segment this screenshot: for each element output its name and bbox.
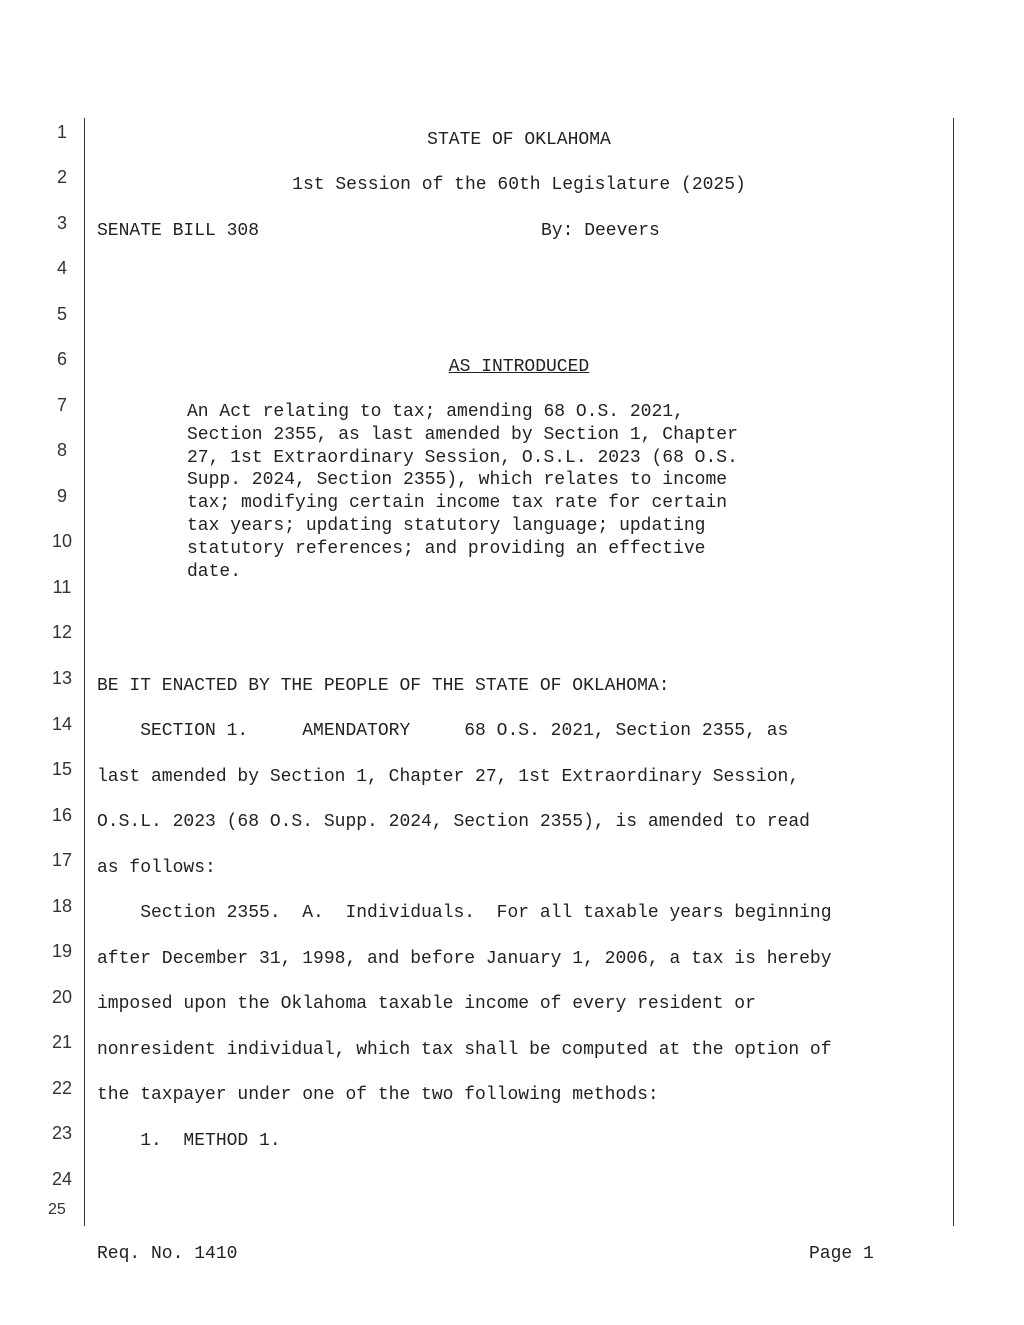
body-line: last amended by Section 1, Chapter 27, 1st Extraordinary Session, [97, 767, 800, 787]
line-number: 18 [51, 896, 73, 916]
line-number: 24 [51, 1169, 73, 1189]
body-line: after December 31, 1998, and before January 1, 2006, a tax is hereby [97, 949, 832, 969]
body-line: 1. METHOD 1. [97, 1131, 281, 1151]
line-number: 5 [56, 304, 67, 324]
title-line: Supp. 2024, Section 2355), which relates to income [187, 470, 728, 491]
body-line: Section 2355. A. Individuals. For all taxable years beginning [97, 903, 832, 923]
title-line: statutory references; and providing an effective [187, 538, 706, 559]
line-number: 14 [51, 714, 73, 734]
bill-author: By: Deevers [541, 221, 660, 241]
line-number: 17 [51, 850, 73, 870]
line-number: 3 [56, 213, 67, 233]
line-number: 11 [52, 577, 72, 597]
line-number: 16 [51, 805, 73, 825]
status-heading [85, 356, 953, 378]
title-line: tax years; updating statutory language; updating [187, 515, 706, 536]
session-heading: 1st Session of the 60th Legislature (2025) [292, 175, 746, 195]
line-number: 1 [56, 122, 67, 142]
request-number: Req. No. 1410 [97, 1244, 238, 1264]
line-number: 8 [56, 440, 67, 460]
line-number: 4 [56, 258, 67, 278]
bill-title-block [187, 401, 827, 583]
line-number: 2 [56, 167, 67, 187]
page-number: Page 1 [809, 1244, 874, 1264]
right-margin-rule [953, 118, 954, 1226]
state-heading: STATE OF OKLAHOMA [427, 130, 611, 150]
status-label: AS INTRODUCED [448, 357, 590, 377]
line-number: 7 [56, 395, 67, 415]
title-line: date. [187, 561, 242, 582]
body-line: as follows: [97, 858, 216, 878]
title-line: Section 2355, as last amended by Section 1, Chapter [187, 424, 738, 445]
line-number: 19 [51, 941, 73, 961]
bill-number: SENATE BILL 308 [97, 221, 260, 241]
line-number: 21 [51, 1032, 73, 1052]
line-number: 9 [56, 486, 67, 506]
title-line: tax; modifying certain income tax rate for certain [187, 493, 728, 514]
body-line: nonresident individual, which tax shall be computed at the option of [97, 1040, 832, 1060]
line-number: 13 [51, 668, 73, 688]
title-line: 27, 1st Extraordinary Session, O.S.L. 2023 (68 O.S. [187, 447, 738, 468]
title-line: An Act relating to tax; amending 68 O.S. 2021, [187, 402, 684, 422]
body-line: the taxpayer under one of the two following methods: [97, 1085, 659, 1105]
line-number: 10 [51, 531, 73, 551]
line-number: 6 [56, 349, 67, 369]
line-number: 20 [51, 987, 73, 1007]
body-line: O.S.L. 2023 (68 O.S. Supp. 2024, Section 2355), is amended to read [97, 812, 810, 832]
line-number: 22 [51, 1078, 73, 1098]
line-number: 12 [51, 622, 73, 642]
body-line: imposed upon the Oklahoma taxable income of every resident or [97, 994, 756, 1014]
truncated-line-number-decoration: 25 [48, 1201, 66, 1218]
line-number: 15 [51, 759, 73, 779]
body-line: SECTION 1. AMENDATORY 68 O.S. 2021, Section 2355, as [97, 721, 789, 741]
line-number: 23 [51, 1123, 73, 1143]
left-margin-rule [84, 118, 85, 1226]
enacting-clause: BE IT ENACTED BY THE PEOPLE OF THE STATE OF OKLAHOMA: [97, 676, 670, 696]
